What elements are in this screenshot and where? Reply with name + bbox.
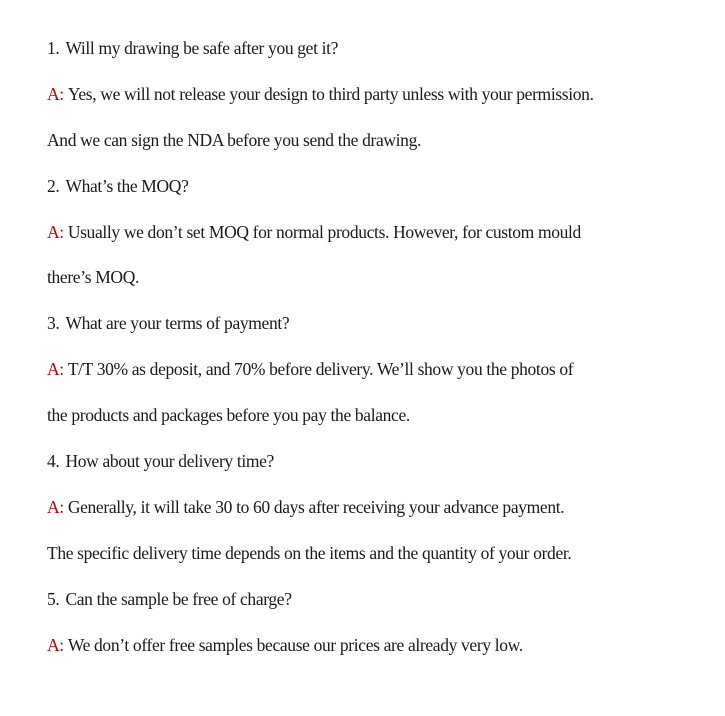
faq-answer-4-line-2: [47, 538, 667, 584]
answer-label: A:: [47, 496, 64, 517]
faq-question-1: [47, 33, 667, 79]
answer-text: Usually we don’t set MOQ for normal products. However, for custom mould: [67, 221, 581, 242]
answer-text: T/T 30% as deposit, and 70% before delivery. We’ll show you the photos of: [67, 359, 574, 380]
answer-text: the products and packages before you pay the balance.: [47, 405, 410, 426]
question-number: 2.: [47, 175, 60, 196]
answer-label: A:: [47, 634, 64, 655]
answer-text: Yes, we will not release your design to third party unless with your permission.: [67, 83, 594, 104]
question-number: 5.: [47, 588, 60, 609]
question-text: Can the sample be free of charge?: [65, 588, 292, 609]
answer-label: A:: [47, 83, 64, 104]
question-number: 4.: [47, 451, 60, 472]
faq-list: [47, 33, 667, 675]
faq-question-5: [47, 584, 667, 630]
question-text: Will my drawing be safe after you get it?: [65, 38, 339, 58]
question-text: How about your delivery time?: [65, 451, 274, 472]
faq-answer-1-line-1: [47, 79, 667, 125]
faq-question-2: [47, 171, 667, 217]
faq-answer-4-line-1: [47, 492, 667, 538]
faq-question-3: [47, 308, 667, 354]
faq-answer-3-line-2: [47, 400, 667, 446]
answer-text: We don’t offer free samples because our prices are already very low.: [67, 634, 523, 655]
answer-text: Generally, it will take 30 to 60 days after receiving your advance payment.: [67, 496, 565, 517]
question-number: 3.: [47, 313, 60, 334]
answer-text: there’s MOQ.: [47, 267, 140, 288]
question-text: What are your terms of payment?: [65, 313, 290, 334]
faq-answer-2-line-2: [47, 262, 667, 308]
faq-answer-1-line-2: [47, 125, 667, 171]
question-text: What’s the MOQ?: [65, 175, 189, 196]
faq-answer-5-line-1: [47, 630, 667, 676]
question-number: 1.: [47, 38, 60, 58]
answer-label: A:: [47, 359, 64, 380]
answer-text: The specific delivery time depends on the items and the quantity of your order.: [47, 542, 572, 563]
answer-label: A:: [47, 221, 64, 242]
faq-answer-2-line-1: [47, 217, 667, 263]
faq-question-4: [47, 446, 667, 492]
faq-answer-3-line-1: [47, 354, 667, 400]
answer-text: And we can sign the NDA before you send the drawing.: [47, 129, 421, 150]
